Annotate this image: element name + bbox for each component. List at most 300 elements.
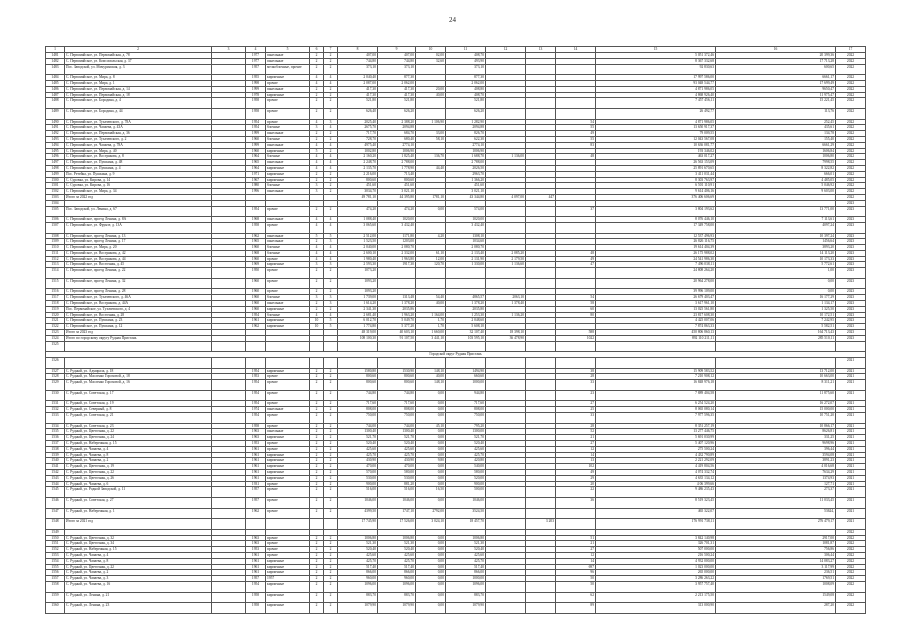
table-cell: 4 (310, 75, 324, 81)
table-cell: 1481 (46, 53, 65, 59)
table-cell: 4 (310, 222, 324, 233)
table-cell: 520,40 (338, 547, 378, 553)
table-cell: 4 419 804,56 (596, 464, 716, 470)
table-cell: 4 (324, 154, 338, 160)
table-cell: 17 997 586,00 (596, 75, 716, 81)
table-cell: 8 322,82 (716, 165, 836, 171)
table-cell: С. Первомайское, ул. Чапаева, д. 78А (65, 142, 212, 148)
table-cell: 148,10 (416, 368, 446, 374)
table-cell: 2 (324, 177, 338, 183)
table-cell: 881,20 (378, 481, 416, 487)
table-cell: 29 (556, 475, 596, 481)
table-cell: 1963 (246, 535, 266, 541)
table-cell (310, 358, 324, 369)
table-cell (266, 358, 310, 369)
table-cell: 2 (324, 592, 338, 603)
table-cell: 2023 (836, 278, 866, 289)
table-cell: 521,30 (378, 541, 416, 547)
table-cell: 4 (324, 75, 338, 81)
table-cell: 1516 (46, 289, 65, 295)
table-cell: 2 (324, 189, 338, 195)
table-cell: 10 (416, 47, 446, 53)
table-cell: 520,40 (446, 547, 486, 553)
table-cell: 697 (556, 564, 596, 570)
table-cell (324, 341, 338, 352)
table-cell: 626,20 (378, 108, 416, 119)
table-cell: 1483 (46, 64, 65, 75)
table-cell: 2 (310, 469, 324, 475)
table-cell: 1 523,50 (338, 239, 378, 245)
table-cell: 1,70 (416, 318, 446, 324)
table-cell: 430,90 (338, 458, 378, 464)
table-cell: 2022 (836, 119, 866, 125)
table-cell: 1965 (246, 160, 266, 166)
table-cell: 1954 (246, 206, 266, 217)
table-cell: 1171,80 (378, 233, 416, 239)
table-cell: 1 378,20 (446, 301, 486, 307)
table-cell: 373,10 (338, 64, 378, 75)
table-cell: 2021 (836, 429, 866, 435)
table-cell: 285 510,11 (716, 335, 836, 341)
table-row (46, 487, 866, 498)
table-cell: С. Первомайское, ул. Вострякова, д. 44 (65, 256, 212, 262)
table-cell: 48 (556, 250, 596, 256)
table-cell: 9 486 235,43 (596, 487, 716, 498)
table-cell: 1488 (46, 98, 65, 109)
table-cell: 1 778,90 (378, 165, 416, 171)
table-cell: 2021 (836, 458, 866, 464)
table-cell: 11 875,60 (716, 390, 836, 401)
table-cell: 4 (324, 245, 338, 251)
table-cell: 2 (310, 475, 324, 481)
table-cell: 1,00 (716, 268, 836, 279)
table-cell: 2 (324, 86, 338, 92)
table-cell: мелкоблочные, прочие (266, 64, 310, 75)
table-cell: 800,60 (378, 374, 416, 380)
table-cell: 14 (556, 452, 596, 458)
table-cell: 580,00 (446, 469, 486, 475)
table-cell: 4 097,00 (486, 194, 526, 200)
table-cell (65, 341, 212, 352)
table-cell: 0,00 (416, 464, 446, 470)
table-cell: 1536 (46, 435, 65, 441)
table-cell: прочие (266, 289, 310, 295)
table-cell: 1541 (46, 464, 65, 470)
table-cell: 1957 (246, 576, 266, 582)
table-cell: 2023 (836, 245, 866, 251)
table-cell: 516,00 (378, 487, 416, 498)
table-cell: 1517 (46, 295, 65, 301)
table-cell (212, 358, 246, 369)
table-cell: 1961 (246, 464, 266, 470)
table-cell: 1953 (246, 547, 266, 553)
table-cell: 2 (310, 423, 324, 429)
table-cell: 2 221 292,09 (596, 458, 716, 464)
table-cell: 521,30 (338, 541, 378, 547)
table-cell: 2 (310, 552, 324, 558)
table-cell: 2023 (836, 289, 866, 295)
table-cell: 1960 (246, 306, 266, 312)
table-cell: 373,10 (446, 64, 486, 75)
table-cell: 1961 (246, 318, 266, 324)
table-cell: 2 (310, 53, 324, 59)
table-cell: прочие (266, 268, 310, 279)
table-cell: 2675,70 (338, 125, 378, 131)
table-cell: 1498 (46, 165, 65, 171)
table-cell: 9 (378, 47, 416, 53)
table-cell: 216 500,24 (596, 552, 716, 558)
table-cell (486, 98, 526, 109)
table-cell: 2022 (836, 570, 866, 576)
table-cell: С. Первомайское, ул. Бородина, д. 4 (65, 98, 212, 109)
table-cell: 36 (556, 497, 596, 508)
table-cell: прочие (266, 108, 310, 119)
table-cell: 2 080,70 (378, 245, 416, 251)
table-cell (212, 592, 246, 603)
table-cell: кирпичные (266, 148, 310, 154)
table-cell: прочие (266, 487, 310, 498)
table-cell (65, 358, 212, 369)
table-cell: 1999 (246, 86, 266, 92)
table-cell (486, 487, 526, 498)
table-cell (526, 358, 556, 369)
table-cell: 2 (310, 446, 324, 452)
table-cell: 2 (324, 407, 338, 413)
table-cell: 1540 (46, 458, 65, 464)
table-cell: С. Рудный, ул. Чапаева, д. 4 (65, 552, 212, 558)
table-cell: 2 (310, 570, 324, 576)
table-cell: 2022 (836, 108, 866, 119)
table-cell: 1957 (246, 64, 266, 75)
table-cell: 2 (324, 547, 338, 553)
table-cell: 1006,80 (446, 535, 486, 541)
table-cell: 1960 (246, 301, 266, 307)
table-cell (446, 268, 486, 279)
table-cell: 2022 (836, 58, 866, 64)
table-cell: 800,60 (338, 374, 378, 380)
table-cell: 1961 (246, 446, 266, 452)
table-cell: 2022 (836, 98, 866, 109)
table-cell: 2 (324, 440, 338, 446)
table-cell: 10 (310, 324, 324, 330)
table-cell: 12 (556, 552, 596, 558)
table-cell: 1093,20 (338, 278, 378, 289)
table-cell: 39 996 109,00 (596, 289, 716, 295)
table-cell: кирпичные (266, 306, 310, 312)
table-cell (212, 278, 246, 289)
table-cell: 58,10 (416, 136, 446, 142)
table-cell: 8 076 446,10 (596, 217, 716, 223)
table-cell: 866,00 (446, 570, 486, 576)
table-cell: кирпичные (266, 603, 310, 614)
table-cell: 5 (324, 233, 338, 239)
table-cell: С. Рудный, ул. Цветочная, д. 24 (65, 435, 212, 441)
table-cell: 1961 (246, 552, 266, 558)
table-cell: 23 817 608,30 (596, 312, 716, 318)
table-cell: 2 (324, 497, 338, 508)
table-cell (486, 592, 526, 603)
table-cell: 4 (310, 312, 324, 318)
table-cell: 2 (310, 86, 324, 92)
table-cell: 1954 (246, 312, 266, 318)
table-cell: 2023 (836, 295, 866, 301)
table-cell: 18 398,10 (486, 330, 526, 336)
table-cell: 0,00 (416, 603, 446, 614)
table-cell: 1558 (46, 581, 65, 592)
table-cell: 22 (556, 487, 596, 498)
table-cell: 48 (556, 154, 596, 160)
table-cell: 54 (556, 295, 596, 301)
table-cell: 11 (446, 47, 486, 53)
table-cell: 0,00 (416, 576, 446, 582)
table-cell: 2021 (836, 475, 866, 481)
table-cell: 728,70 (338, 136, 378, 142)
table-cell: Итого за 2021 год (65, 519, 212, 530)
table-cell: 3 (310, 125, 324, 131)
table-cell: 4 (324, 125, 338, 131)
table-cell: 1551 (46, 541, 65, 547)
table-cell: 3 065,60 (338, 222, 378, 233)
table-cell (486, 341, 526, 352)
table-cell: 2023 (836, 222, 866, 233)
table-cell: 1958 (246, 423, 266, 429)
table-cell: 1747,10 (378, 508, 416, 519)
table-cell: 1081,87 (716, 541, 836, 547)
table-cell: 1308,10 (446, 233, 486, 239)
table-cell (416, 358, 446, 369)
table-cell: 4 (324, 312, 338, 318)
table-cell: 2 (324, 464, 338, 470)
table-cell: 1580,80 (338, 368, 378, 374)
table-cell: 0,00 (416, 535, 446, 541)
table-cell: 0,00 (416, 401, 446, 407)
table-cell: 13 025 561,80 (596, 306, 716, 312)
table-cell: 1 980,40 (338, 256, 378, 262)
table-cell: 622,30 (446, 136, 486, 142)
table-cell (246, 519, 266, 530)
table-cell: 517,40 (378, 564, 416, 570)
table-cell: 1955 (246, 75, 266, 81)
table-cell: 50 (556, 581, 596, 592)
table-cell: 2022 (836, 75, 866, 81)
table-cell: 108 100,30 (338, 335, 378, 341)
table-cell: 96 (556, 570, 596, 576)
table-cell: 744,80 (338, 58, 378, 64)
table-cell: 148,10 (416, 380, 446, 391)
table-cell: 425,60 (378, 446, 416, 452)
table-cell: 1 330,00 (446, 262, 486, 268)
table-cell: 2 133,40 (446, 250, 486, 256)
table-cell: 2 (310, 380, 324, 391)
table-cell (526, 278, 556, 289)
table-cell: 16 272,07 (716, 401, 836, 407)
table-cell: 800,60 (338, 380, 378, 391)
table-cell: 14 (556, 558, 596, 564)
table-cell: 2792,00 (416, 508, 446, 519)
table-cell: 287,20 (716, 603, 836, 614)
table-cell: С. Рудный, ул. Масленко Гороховой, д. 18 (65, 374, 212, 380)
table-cell: С. Рудный, ул. Набережная, д. 1 (65, 508, 212, 519)
table-cell: 808,00 (378, 407, 416, 413)
table-cell: С. Первомайское, ул. Вострякова, д. 8 (65, 154, 212, 160)
table-cell: 1512 (46, 256, 65, 262)
table-cell: 7 113,61 (716, 217, 836, 223)
table-cell: С. Первомайское, ул. Восточная, д. 28 (65, 312, 212, 318)
table-cell: 3 (310, 183, 324, 189)
table-cell: Пос. Ретейка, ул. Пушкина, д. 9 (65, 171, 212, 177)
table-cell: 2023 (836, 250, 866, 256)
table-cell: С. Рудный, ул. Северный, д. 8 (65, 407, 212, 413)
table-cell: 4 (310, 217, 324, 223)
table-cell: 6661,29 (716, 142, 836, 148)
table-cell: 425,70 (338, 558, 378, 564)
table-cell: 2021 (836, 435, 866, 441)
table-cell: 826,70 (446, 131, 486, 137)
table-cell (416, 341, 446, 352)
table-cell: 2 248,70 (338, 160, 378, 166)
table-cell: С. Первомайское, ул. Пушкина, д. 12 (65, 324, 212, 330)
table-cell: 2025,40 (338, 119, 378, 125)
table-cell: 4 635 134,12 (596, 475, 716, 481)
table-cell (378, 278, 416, 289)
table-cell: С. Первомайское, ул. Мира, д. 1 (65, 80, 212, 86)
table-cell: 1 106,90 (416, 119, 446, 125)
table-cell: 6661,17 (716, 75, 836, 81)
table-cell: 12 (486, 47, 526, 53)
table-cell: 1 963,80 (378, 256, 416, 262)
table-cell: 2 (310, 177, 324, 183)
table-cell: 1526 (46, 358, 65, 369)
table-cell: 1300,40 (378, 429, 416, 435)
table-cell: 0,00 (416, 581, 446, 592)
table-cell: 4865,57 (446, 295, 486, 301)
table-cell: 120,70 (416, 262, 446, 268)
table-cell: 1046,00 (446, 497, 486, 508)
table-cell: 2 (310, 136, 324, 142)
table-cell: 1374,93 (716, 475, 836, 481)
table-cell: прочие (266, 423, 310, 429)
table-cell (526, 497, 556, 508)
table-cell: 1203,00 (378, 239, 416, 245)
table-cell: 2 216,00 (338, 171, 378, 177)
table-cell: 1545 (46, 487, 65, 498)
table-cell: кирпичные (266, 75, 310, 81)
table-cell: 5 (310, 233, 324, 239)
table-cell: 17 713,28 (716, 58, 836, 64)
table-cell: 2021 (836, 358, 866, 369)
table-cell: 2035,80 (446, 306, 486, 312)
table-cell: 53624, (716, 508, 836, 519)
table-cell: 2 (324, 429, 338, 435)
table-cell (556, 358, 596, 369)
table-cell: 900,00 (338, 481, 378, 487)
table-cell: 1954 (246, 390, 266, 401)
table-cell: 2022 (836, 131, 866, 137)
table-cell: 2023 (836, 335, 866, 341)
table-cell: 1 136,20 (486, 312, 526, 318)
table-cell: 4 (310, 154, 324, 160)
table-cell: 0,00 (416, 558, 446, 564)
table-cell: 1507 (46, 222, 65, 233)
table-cell: С. Рудный, ул. Цветочная, д. 19 (65, 464, 212, 470)
table-cell: 1963 (246, 541, 266, 547)
table-cell: 1961 (246, 475, 266, 481)
table-cell: 2 (324, 558, 338, 564)
table-cell: 2 681,40 (338, 312, 378, 318)
table-cell: 2 (310, 487, 324, 498)
table-cell: 2 788,00 (446, 160, 486, 166)
table-cell: 574,00 (446, 206, 486, 217)
table-cell: 750,00 (338, 413, 378, 424)
table-cell: 2 (324, 98, 338, 109)
table-cell: 1096,00 (446, 581, 486, 592)
table-cell: 2063,10 (486, 295, 526, 301)
table-cell: 2 (310, 481, 324, 487)
table-cell: 530,00 (338, 475, 378, 481)
table-cell: 28 (556, 423, 596, 429)
table-cell: прочие (266, 119, 310, 125)
table-cell: 8 519 323,45 (596, 497, 716, 508)
table-cell: 11 033,45 (716, 497, 836, 508)
table-cell: 2 (324, 458, 338, 464)
table-cell: 2 (324, 452, 338, 458)
table-cell: кирпичные (266, 318, 310, 324)
table-cell: 79 009,55 (596, 131, 716, 137)
table-cell: 2 135,70 (338, 165, 378, 171)
table-cell: 2021 (836, 497, 866, 508)
table-cell: 2 040,40 (338, 75, 378, 81)
table-cell (266, 341, 310, 352)
table-cell: 4 (324, 142, 338, 148)
table-cell: 2022 (836, 194, 866, 200)
table-cell: 2 (65, 47, 212, 53)
table-cell: 4 074 332,74 (596, 469, 716, 475)
table-cell: 883,70 (378, 592, 416, 603)
table-cell: 2 (324, 278, 338, 289)
table-cell: 2 (310, 289, 324, 295)
table-cell: 13 (526, 47, 556, 53)
table-cell: 58 (556, 301, 596, 307)
table-cell: 55 (556, 125, 596, 131)
table-cell: 1527 (46, 368, 65, 374)
table-cell (486, 108, 526, 119)
table-cell: 1 023 000,00 (596, 564, 716, 570)
table-cell: 2022 (836, 171, 866, 177)
table-cell (836, 341, 866, 352)
table-cell: 2 (324, 108, 338, 119)
table-cell: 417,30 (338, 92, 378, 98)
table-cell: С. Рудный, ул. Цветочная, д. 22 (65, 469, 212, 475)
table-cell (526, 98, 556, 109)
table-cell: 4 (324, 222, 338, 233)
table-cell: 2022 (836, 160, 866, 166)
table-cell: 15 000,00 (716, 407, 836, 413)
table-cell: 1960 (246, 289, 266, 295)
table-row (46, 268, 866, 279)
table-cell: 21 (556, 541, 596, 547)
table-cell: 2 (324, 446, 338, 452)
table-cell: 2022 (836, 183, 866, 189)
table-cell: 2 062,00 (446, 80, 486, 86)
table-cell: 470,00 (378, 464, 416, 470)
table-cell: 52 (556, 429, 596, 435)
table-cell: С. Первомайское, ул. Тухачевского, д. 2 (65, 136, 212, 142)
table-cell (416, 64, 446, 75)
table-cell: 521,70 (446, 435, 486, 441)
table-cell: 2021 (836, 407, 866, 413)
table-cell: 2 179,50 (486, 256, 526, 262)
table-cell: 6 501 110,91 (596, 183, 716, 189)
